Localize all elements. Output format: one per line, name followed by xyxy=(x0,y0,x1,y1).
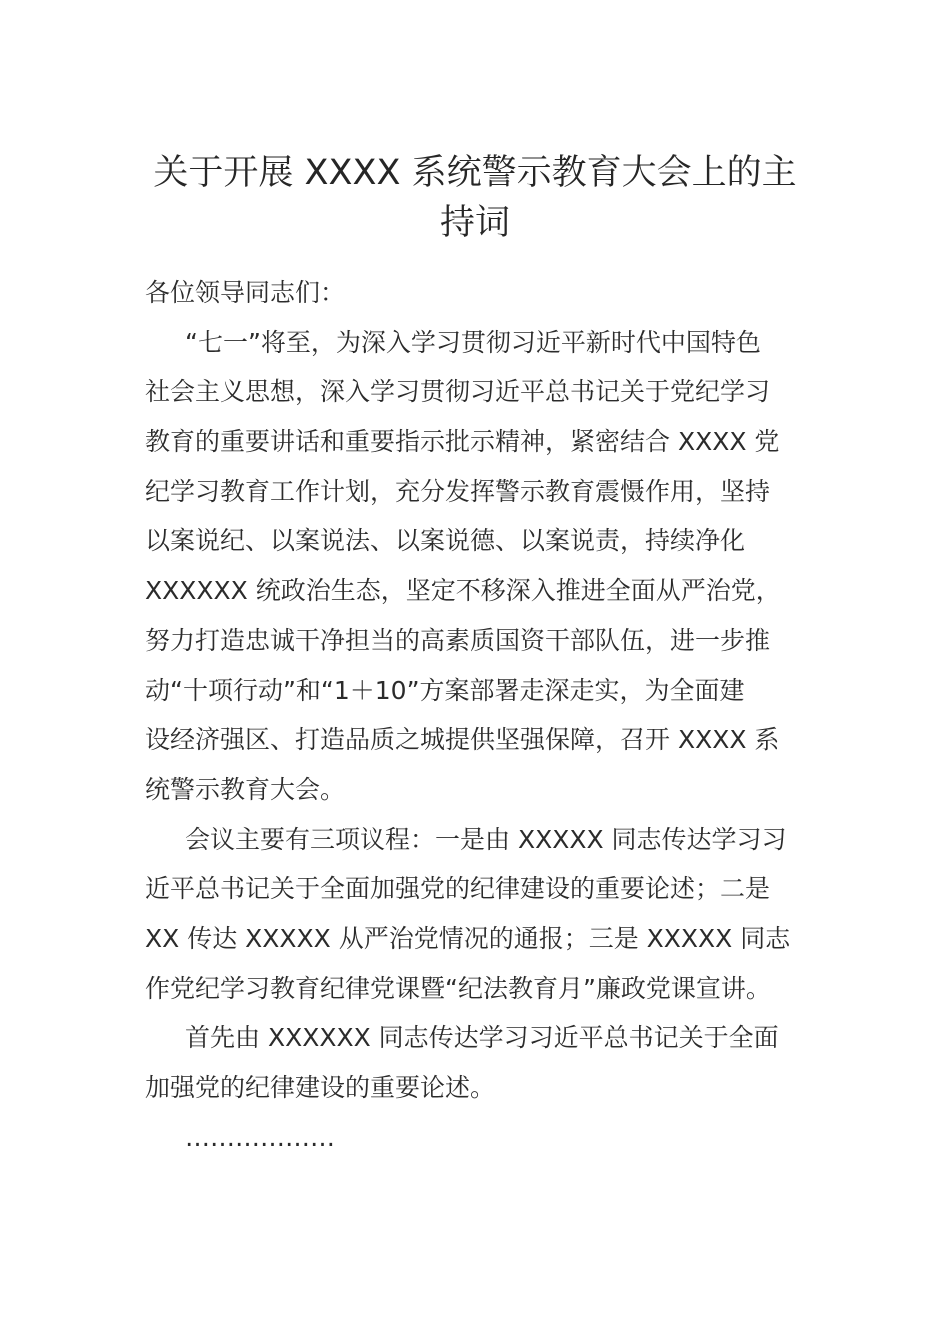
ellipsis: ……………… xyxy=(185,1122,335,1152)
text-line: 近平总书记关于全面加强党的纪律建设的重要论述；二是 xyxy=(145,874,771,904)
text-line: 努力打造忠诚干净担当的高素质国资干部队伍，进一步推 xyxy=(145,625,771,655)
text-line: 设经济强区、打造品质之城提供坚强保障，召开 XXXX 系 xyxy=(145,725,780,755)
paragraph-3 xyxy=(145,1013,800,1112)
text-line: 会议主要有三项议程：一是由 XXXXX 同志传达学习习 xyxy=(185,824,787,854)
text-line: 加强党的纪律建设的重要论述。 xyxy=(145,1073,496,1102)
title-line-1: 关于开展 XXXX 系统警示教育大会上的主 xyxy=(153,153,797,193)
text-line: XXXXXX 统政治生态，坚定不移深入推进全面从严治党， xyxy=(145,576,781,606)
document-title xyxy=(140,148,810,248)
paragraph-2 xyxy=(145,815,800,1014)
text-line: 社会主义思想，深入学习贯彻习近平总书记关于党纪学习 xyxy=(145,377,771,407)
salutation: 各位领导同志们： xyxy=(145,278,346,307)
text-line: 作党纪学习教育纪律党课暨“纪法教育月”廉政党课宣讲。 xyxy=(145,973,771,1003)
text-line: 教育的重要讲话和重要指示批示精神，紧密结合 XXXX 党 xyxy=(145,427,780,457)
text-line: 以案说纪、以案说法、以案说德、以案说责，持续净化 xyxy=(145,526,746,556)
text-line: “七一”将至，为深入学习贯彻习近平新时代中国特色 xyxy=(185,327,761,357)
title-line-2: 持词 xyxy=(439,203,510,243)
text-line: XX 传达 XXXXX 从严治党情况的通报；三是 XXXXX 同志 xyxy=(145,923,791,953)
text-line: 纪学习教育工作计划，充分发挥警示教育震慑作用，坚持 xyxy=(145,476,771,506)
text-line: 首先由 XXXXXX 同志传达学习习近平总书记关于全面 xyxy=(185,1023,779,1053)
text-line: 动“十项行动”和“1＋10”方案部署走深走实，为全面建 xyxy=(145,675,745,705)
text-line: 统警示教育大会。 xyxy=(145,774,346,804)
paragraph-1 xyxy=(145,318,800,815)
document-body xyxy=(145,268,800,1162)
